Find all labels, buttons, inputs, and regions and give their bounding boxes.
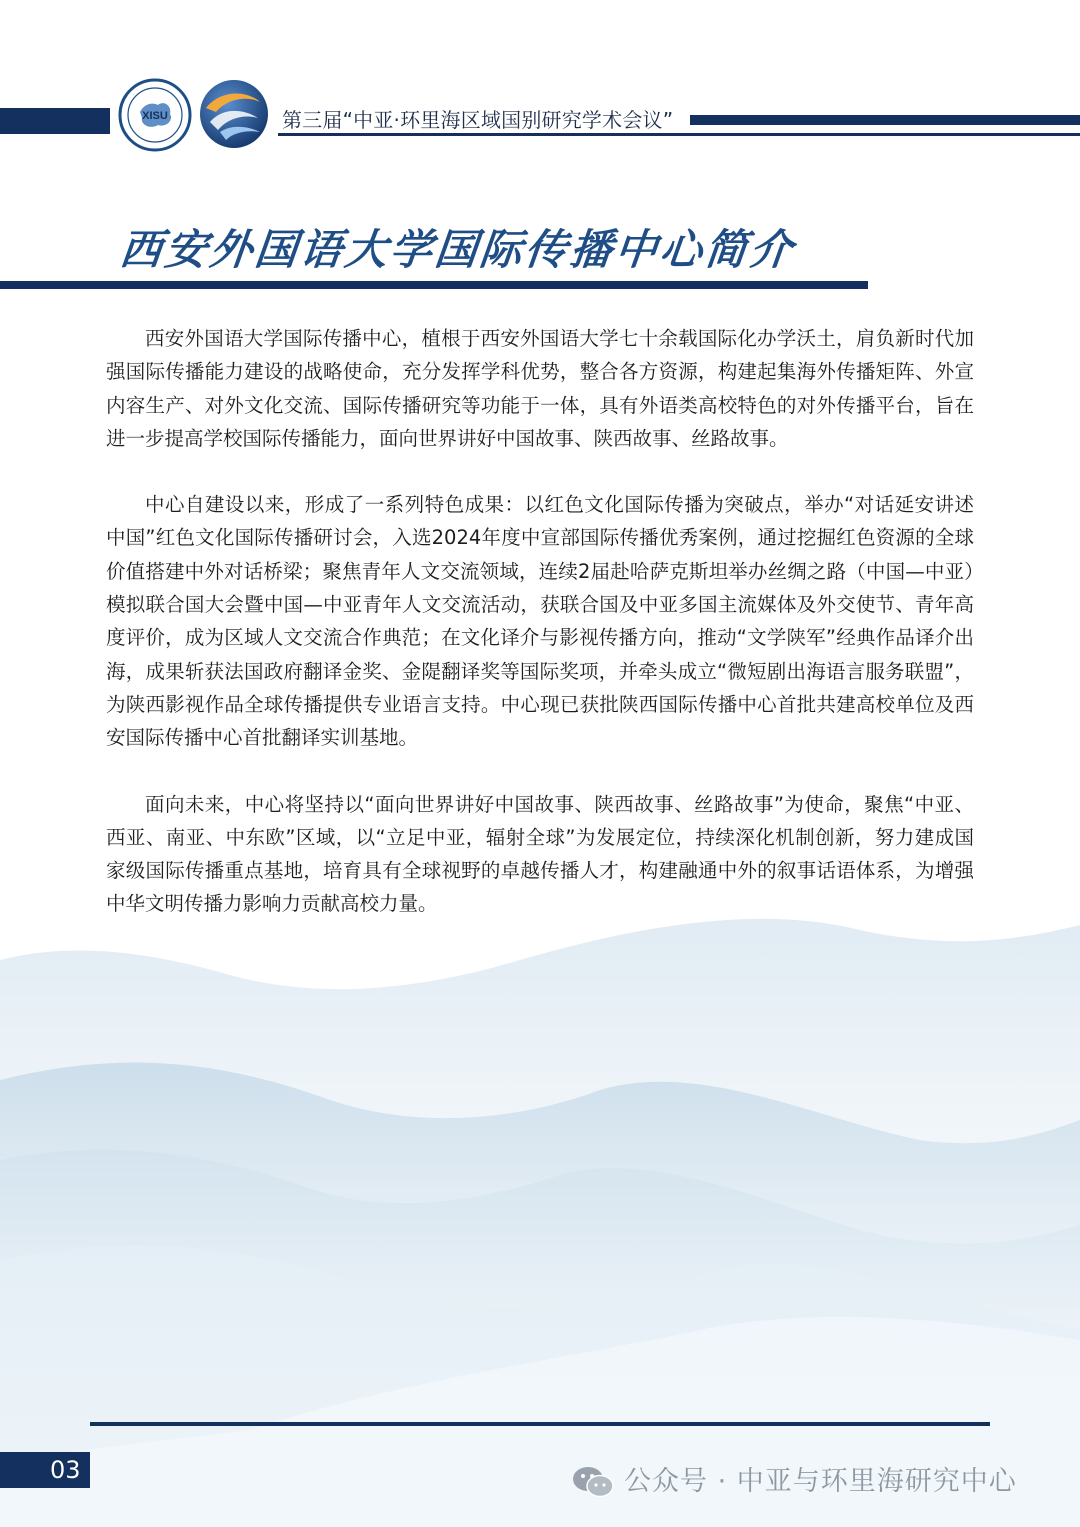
wechat-icon bbox=[572, 1465, 614, 1499]
header-bar-right bbox=[690, 115, 1080, 125]
page-title: 西安外国语大学国际传播中心简介 bbox=[117, 225, 798, 274]
svg-text:XISU: XISU bbox=[142, 110, 168, 122]
paragraph-3: 面向未来，中心将坚持以“面向世界讲好中国故事、陕西故事、丝路故事”为使命，聚焦“中亚、西亚、南亚、中东欧”区域，以“立足中亚，辐射全球”为发展定位，持续深化机制创新，努力建成国家级国际传播重点基地，培育具有全球视野的卓越传播人才，构建融通中外的叙事话语体系，为增强中华文明传播力影响力贡献高校力量。 bbox=[106, 792, 974, 916]
globe-logo-icon bbox=[198, 78, 270, 150]
paragraph-1: 西安外国语大学国际传播中心，植根于西安外国语大学七十余载国际化办学沃土，肩负新时代加强国际传播能力建设的战略使命，充分发挥学科优势，整合各方资源，构建起集海外传播矩阵、外宣内容生产、对外文化交流、国际传播研究等功能于一体，具有外语类高校特色的对外传播平台，旨在进一步提高学校国际传播能力，面向世界讲好中国故事、陕西故事、丝路故事。 bbox=[106, 327, 974, 450]
header-bar-left bbox=[0, 108, 110, 134]
seal-logo-icon bbox=[118, 78, 192, 152]
conference-title: 第三届“中亚·环里海区域国别研究学术会议” bbox=[282, 108, 674, 132]
title-underline bbox=[0, 281, 868, 289]
article-body bbox=[106, 322, 974, 954]
paragraph-2: 中心自建设以来，形成了一系列特色成果：以红色文化国际传播为突破点，举办“对话延安讲述中国”红色文化国际传播研讨会，入选2024年度中宣部国际传播优秀案例，通过挖掘红色资源的全球价值搭建中外对话桥梁；聚焦青年人文交流领域，连续2届赴哈萨克斯坦举办丝绸之路（中国—中亚）模拟联合国大会暨中国—中亚青年人文交流活动，获联合国及中亚多国主流媒体及外交使节、青年高度评价，成为区域人文交流合作典范；在文化译介与影视传播方向，推动“文学陕军”经典作品译介出海，成果斩获法国政府翻译金奖、金隄翻译奖等国际奖项，并牵头成立“微短剧出海语言服务联盟”，为陕西影视作品全球传播提供专业语言支持。中心现已获批陕西国际传播中心首批共建高校单位及西安国际传播中心首批翻译实训基地。 bbox=[106, 493, 974, 750]
watermark-text: 公众号 · 中亚与环里海研究中心 bbox=[624, 1466, 1017, 1497]
footer-rule bbox=[90, 1422, 990, 1426]
page-number: 03 bbox=[50, 1456, 81, 1484]
